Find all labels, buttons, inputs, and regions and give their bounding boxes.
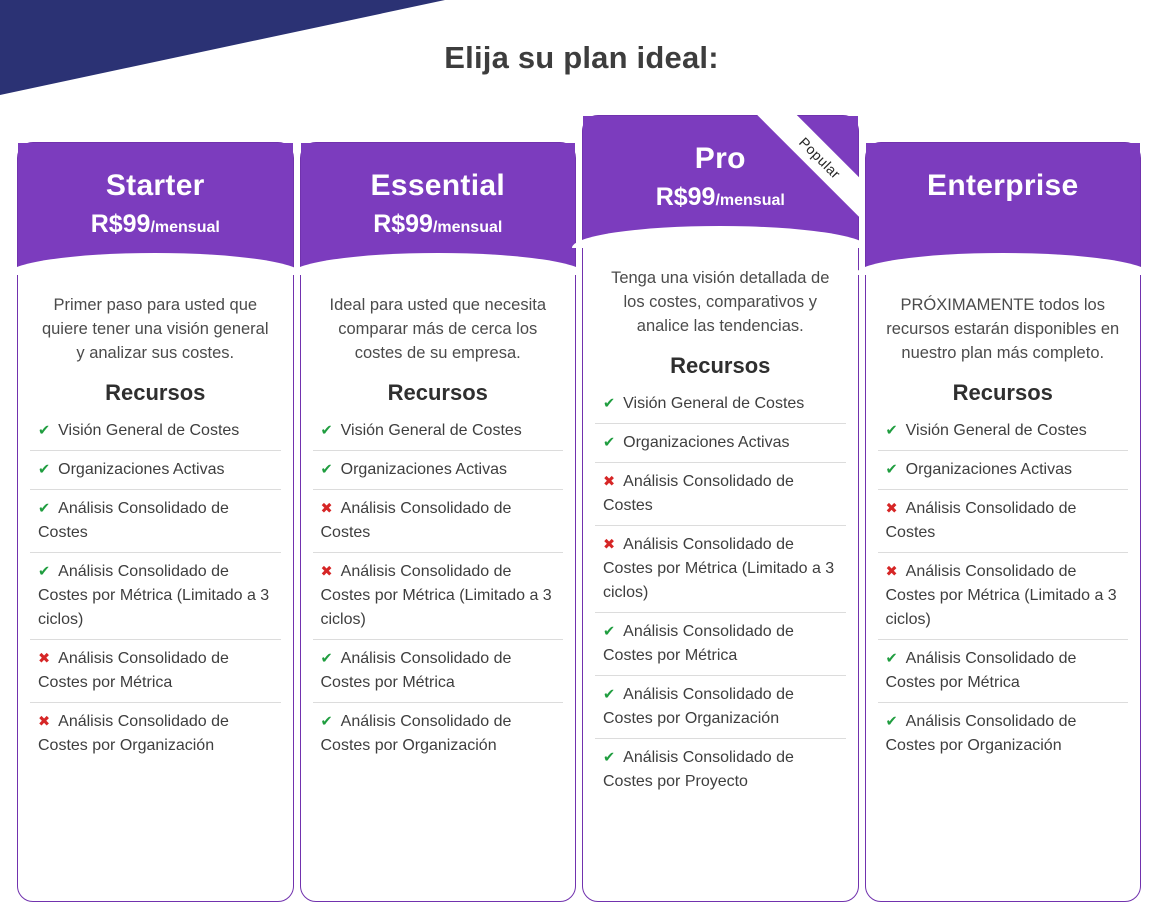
plan-name: Essential — [370, 169, 505, 202]
feature-label: Análisis Consolidado de Costes por Métrica (Limitado a 3 ciclos) — [603, 536, 835, 601]
feature-label: Análisis Consolidado de Costes por Métrica — [38, 650, 229, 691]
feature-label: Análisis Consolidado de Costes por Organización — [320, 713, 512, 754]
cross-icon: ✖ — [320, 564, 333, 580]
plan-body — [301, 293, 576, 765]
price-amount: R$99 — [373, 210, 433, 238]
feature-label: Visión General de Costes — [340, 422, 522, 439]
check-icon: ✔ — [38, 501, 51, 517]
feature-item — [30, 703, 281, 765]
feature-label: Análisis Consolidado de Costes por Métrica — [603, 623, 794, 664]
feature-list — [878, 412, 1129, 765]
feature-item — [30, 490, 281, 553]
check-icon: ✔ — [320, 423, 333, 439]
check-icon: ✔ — [885, 651, 898, 667]
cross-icon: ✖ — [320, 501, 333, 517]
feature-item — [30, 412, 281, 451]
plan-card-pro — [582, 115, 859, 902]
feature-label: Organizaciones Activas — [340, 461, 507, 478]
check-icon: ✔ — [603, 396, 616, 412]
plan-price — [866, 210, 1141, 238]
check-icon: ✔ — [885, 714, 898, 730]
feature-item — [313, 451, 564, 490]
price-amount: R$99 — [655, 183, 716, 211]
check-icon: ✔ — [320, 714, 333, 730]
feature-item — [878, 412, 1129, 451]
feature-item — [30, 553, 281, 640]
feature-label: Análisis Consolidado de Costes por Organización — [603, 686, 794, 727]
plan-header — [866, 143, 1141, 274]
plan-description: Primer paso para usted que quiere tener una visión general y analizar sus costes. — [41, 296, 269, 362]
check-icon: ✔ — [603, 435, 616, 451]
plan-price — [18, 210, 293, 239]
feature-item — [313, 412, 564, 451]
plan-card-essential — [300, 142, 577, 902]
plan-name: Starter — [105, 169, 205, 202]
feature-item — [30, 451, 281, 490]
price-amount: R$99 — [90, 210, 151, 238]
feature-label: Análisis Consolidado de Costes por Métrica — [320, 650, 512, 691]
plan-name: Enterprise — [927, 169, 1079, 202]
feature-label: Organizaciones Activas — [623, 434, 790, 451]
plan-body — [583, 266, 858, 801]
plan-card-starter — [17, 142, 294, 902]
feature-list — [30, 412, 281, 765]
plan-description: Tenga una visión detallada de los costes, comparativos y analice las tendencias. — [611, 269, 830, 335]
plan-price — [583, 183, 858, 212]
feature-label: Análisis Consolidado de Costes — [885, 500, 1077, 541]
check-icon: ✔ — [38, 462, 51, 478]
plan-description: PRÓXIMAMENTE todos los recursos estarán disponibles en nuestro plan más completo. — [886, 296, 1120, 362]
plan-header — [583, 116, 858, 247]
feature-label: Análisis Consolidado de Costes por Métrica (Limitado a 3 ciclos) — [320, 563, 552, 628]
check-icon: ✔ — [38, 564, 51, 580]
feature-item — [595, 463, 846, 526]
feature-label: Análisis Consolidado de Costes — [320, 500, 512, 541]
feature-label: Análisis Consolidado de Costes — [38, 500, 229, 541]
feature-item — [595, 613, 846, 676]
check-icon: ✔ — [603, 750, 616, 766]
feature-item — [878, 553, 1129, 640]
cross-icon: ✖ — [38, 651, 51, 667]
feature-label: Organizaciones Activas — [905, 461, 1072, 478]
feature-item — [313, 553, 564, 640]
check-icon: ✔ — [38, 423, 51, 439]
price-period: /mensual — [150, 219, 220, 236]
feature-label: Organizaciones Activas — [58, 461, 225, 478]
check-icon: ✔ — [885, 462, 898, 478]
feature-label: Análisis Consolidado de Costes por Métrica — [885, 650, 1077, 691]
features-heading: Recursos — [105, 380, 206, 405]
feature-item — [878, 640, 1129, 703]
plan-description: Ideal para usted que necesita comparar más de cerca los costes de su empresa. — [329, 296, 546, 362]
feature-item — [313, 490, 564, 553]
check-icon: ✔ — [885, 423, 898, 439]
check-icon: ✔ — [603, 624, 616, 640]
feature-item — [595, 676, 846, 739]
plan-card-enterprise — [865, 142, 1142, 902]
cross-icon: ✖ — [603, 537, 616, 553]
cross-icon: ✖ — [885, 501, 898, 517]
feature-item — [878, 490, 1129, 553]
check-icon: ✔ — [320, 462, 333, 478]
plan-price — [301, 210, 576, 239]
cross-icon: ✖ — [885, 564, 898, 580]
feature-label: Visión General de Costes — [58, 422, 240, 439]
feature-item — [595, 526, 846, 613]
features-heading: Recursos — [670, 353, 771, 378]
feature-label: Análisis Consolidado de Costes por Métrica (Limitado a 3 ciclos) — [885, 563, 1117, 628]
feature-item — [878, 703, 1129, 765]
feature-label: Análisis Consolidado de Costes — [603, 473, 794, 514]
plan-header — [18, 143, 293, 274]
feature-item — [595, 739, 846, 801]
page-title: Elija su plan ideal: — [444, 40, 719, 75]
feature-label: Visión General de Costes — [905, 422, 1087, 439]
plan-name: Pro — [694, 142, 746, 175]
feature-label: Análisis Consolidado de Costes por Organización — [38, 713, 229, 754]
feature-list — [595, 385, 846, 801]
plan-body — [18, 293, 293, 765]
feature-item — [595, 385, 846, 424]
feature-list — [313, 412, 564, 765]
price-period: /mensual — [715, 192, 785, 209]
feature-label: Análisis Consolidado de Costes por Proyecto — [603, 749, 794, 790]
feature-label: Análisis Consolidado de Costes por Organización — [885, 713, 1077, 754]
feature-label: Análisis Consolidado de Costes por Métrica (Limitado a 3 ciclos) — [38, 563, 270, 628]
feature-label: Visión General de Costes — [623, 395, 805, 412]
plan-header — [301, 143, 576, 274]
features-heading: Recursos — [387, 380, 488, 405]
feature-item — [878, 451, 1129, 490]
feature-item — [30, 640, 281, 703]
pricing-cards — [17, 134, 1141, 902]
cross-icon: ✖ — [38, 714, 51, 730]
feature-item — [313, 703, 564, 765]
price-period: /mensual — [432, 219, 503, 236]
check-icon: ✔ — [320, 651, 333, 667]
popular-ribbon: Popular — [756, 94, 883, 221]
cross-icon: ✖ — [603, 474, 616, 490]
features-heading: Recursos — [952, 380, 1053, 405]
check-icon: ✔ — [603, 687, 616, 703]
feature-item — [595, 424, 846, 463]
plan-body — [866, 293, 1141, 765]
feature-item — [313, 640, 564, 703]
